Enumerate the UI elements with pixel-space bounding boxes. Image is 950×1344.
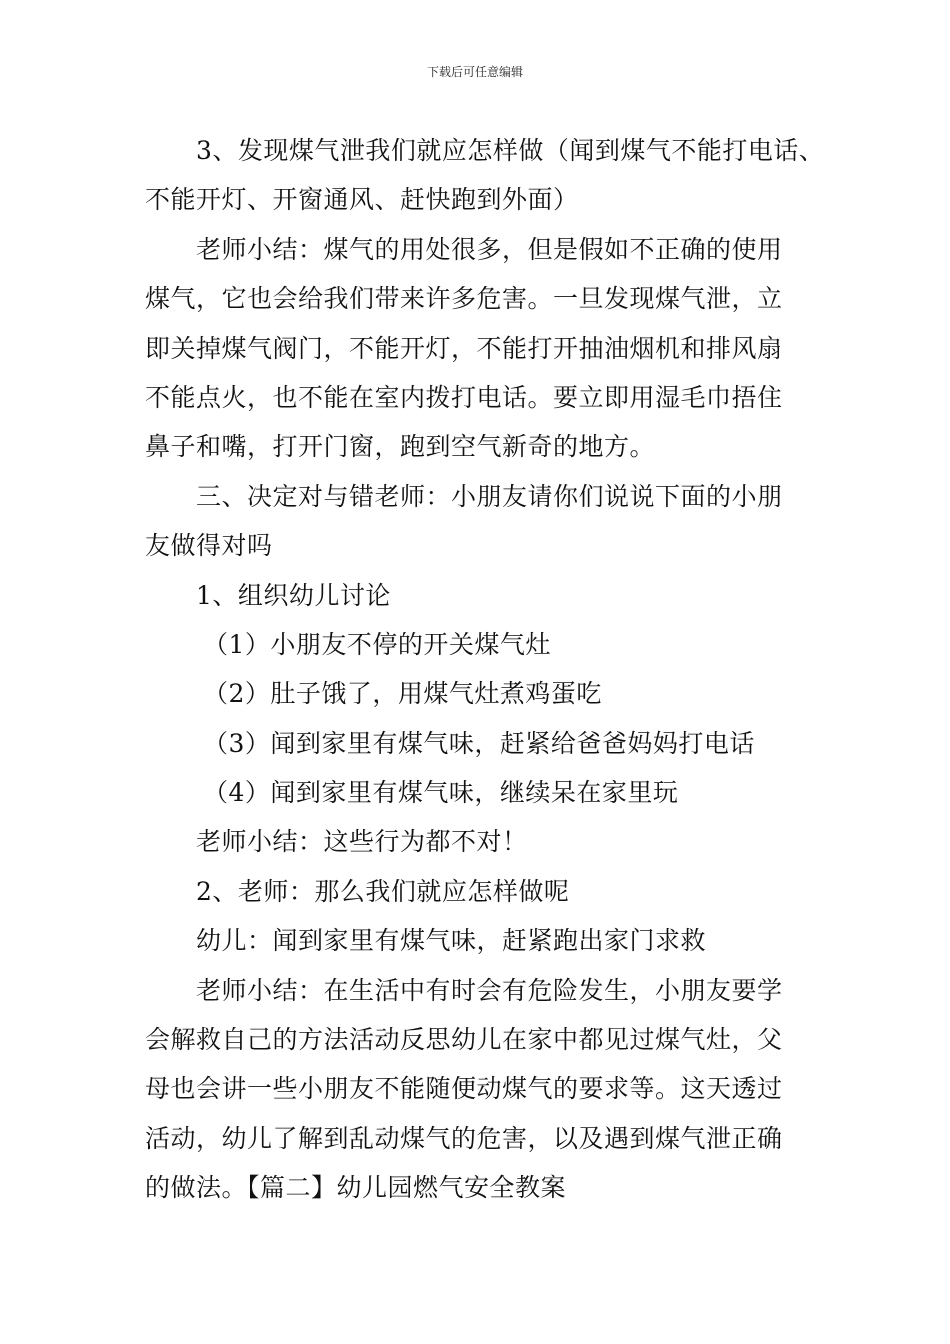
paragraph-line: 会解救自己的方法活动反思幼儿在家中都见过煤气灶，父 bbox=[145, 1025, 783, 1055]
list-heading: 1、组织幼儿讨论 bbox=[196, 580, 391, 610]
paragraph-line: 老师小结：在生活中有时会有危险发生，小朋友要学 bbox=[196, 975, 783, 1005]
paragraph-line: 煤气，它也会给我们带来许多危害。一旦发现煤气泄，立 bbox=[145, 284, 783, 314]
list-item: （2）肚子饿了，用煤气灶煮鸡蛋吃 bbox=[203, 679, 602, 709]
list-item: （3）闻到家里有煤气味，赶紧给爸爸妈妈打电话 bbox=[203, 728, 755, 758]
paragraph-line: 3、发现煤气泄我们就应怎样做（闻到煤气不能打电话、 bbox=[196, 136, 825, 165]
paragraph-line: 老师小结：煤气的用处很多，但是假如不正确的使用 bbox=[196, 234, 783, 264]
paragraph-line: 鼻子和嘴，打开门窗，跑到空气新奇的地方。 bbox=[145, 432, 656, 462]
paragraph-line: 老师小结：这些行为都不对！ bbox=[196, 827, 528, 857]
paragraph-line: 2、老师：那么我们就应怎样做呢 bbox=[196, 876, 570, 906]
page-header-note: 下载后可任意编辑 bbox=[426, 65, 523, 79]
list-item: （1）小朋友不停的开关煤气灶 bbox=[203, 629, 551, 659]
paragraph-line: 活动，幼儿了解到乱动煤气的危害，以及遇到煤气泄正确 bbox=[145, 1123, 783, 1153]
paragraph-line: 母也会讲一些小朋友不能随便动煤气的要求等。这天透过 bbox=[145, 1074, 783, 1104]
paragraph-line: 不能开灯、开窗通风、赶快跑到外面） bbox=[145, 185, 579, 215]
paragraph-line: 不能点火，也不能在室内拨打电话。要立即用湿毛巾捂住 bbox=[145, 382, 783, 412]
document-body bbox=[145, 126, 835, 1213]
paragraph-line: 三、决定对与错老师：小朋友请你们说说下面的小朋 bbox=[196, 481, 783, 511]
paragraph-line: 的做法。【篇二】幼儿园燃气安全教案 bbox=[145, 1173, 567, 1203]
list-item: （4）闻到家里有煤气味，继续呆在家里玩 bbox=[203, 778, 679, 808]
paragraph-line: 幼儿：闻到家里有煤气味，赶紧跑出家门求救 bbox=[196, 926, 707, 956]
paragraph-line: 友做得对吗 bbox=[145, 531, 273, 561]
paragraph-line: 即关掉煤气阀门，不能开灯，不能打开抽油烟机和排风扇 bbox=[145, 333, 783, 363]
